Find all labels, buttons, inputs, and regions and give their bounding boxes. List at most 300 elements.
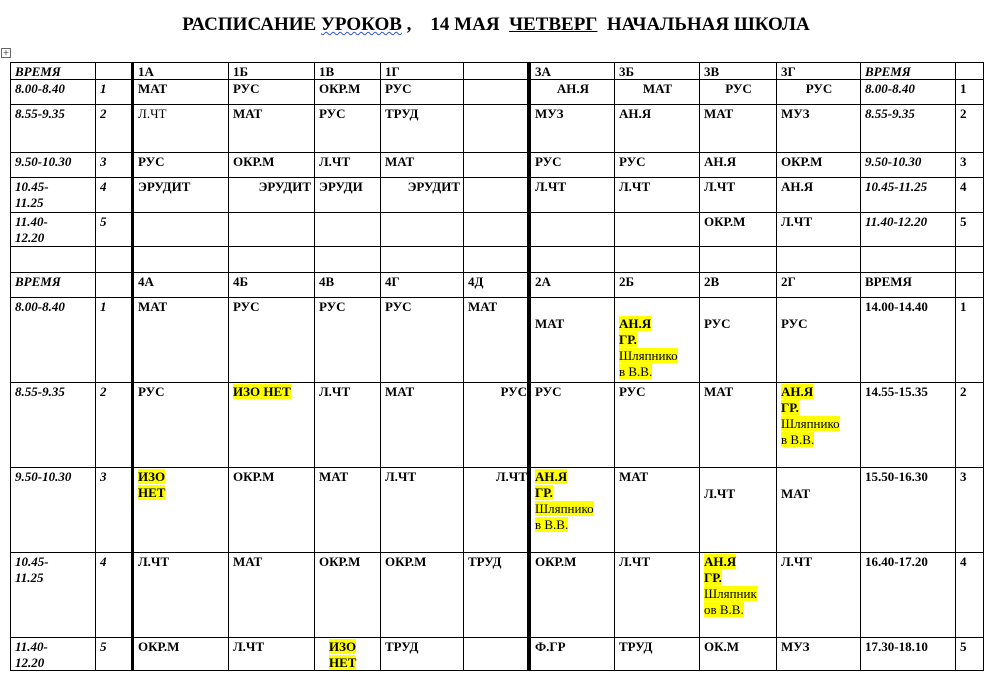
- lesson-cell: [380, 177, 464, 213]
- cell-text: ВРЕМЯ: [15, 274, 61, 289]
- cell-text: 2В: [704, 274, 720, 289]
- cell-text: МАТ: [233, 106, 263, 121]
- move-handle-icon[interactable]: +: [2, 48, 10, 57]
- cell-text: МАТ: [781, 486, 811, 501]
- lesson-number-cell: [955, 297, 984, 383]
- empty-cell: [133, 246, 229, 273]
- header-cell: [463, 272, 531, 298]
- teacher-name: Шляпнико в В.В.: [535, 501, 594, 532]
- lesson-cell: [699, 637, 777, 671]
- lesson-number-cell: [95, 552, 134, 638]
- lesson-cell: [463, 382, 531, 468]
- header-cell: [699, 272, 777, 298]
- lesson-cell: [699, 467, 777, 553]
- cell-text: Л.ЧТ: [319, 154, 351, 169]
- cell-text: МУЗ: [781, 106, 810, 121]
- cell-text: 4Г: [385, 274, 400, 289]
- cell-text: 3Г: [781, 64, 796, 79]
- empty-cell: [463, 246, 531, 273]
- lesson-cell: [463, 467, 531, 553]
- cell-text: Л.ЧТ: [495, 469, 527, 484]
- cell-text: МУЗ: [535, 106, 564, 121]
- lesson-cell: [380, 382, 464, 468]
- time-cell: [10, 637, 96, 671]
- lesson-cell: [380, 104, 464, 153]
- cell-text: ЭРУДИ: [319, 179, 363, 194]
- cell-text: МАТ: [704, 106, 734, 121]
- cell-text: 4Д: [468, 274, 484, 289]
- cell-text: 10.45- 11.25: [15, 179, 49, 210]
- cell-text: 11.40-12.20: [865, 214, 928, 229]
- header-cell: [228, 62, 315, 80]
- cell-text: 9.50-10.30: [865, 154, 922, 169]
- lesson-cell-absent: [133, 467, 229, 553]
- cell-text: ОКР.М: [385, 554, 427, 569]
- cell-text: 14.00-14.40: [865, 299, 928, 314]
- lesson-cell: [530, 152, 615, 178]
- lesson-number-cell: [95, 177, 134, 213]
- time-cell: [10, 552, 96, 638]
- cell-text: ОКР.М: [233, 154, 275, 169]
- cell-text: АН.Я: [619, 106, 652, 121]
- lesson-cell: [463, 152, 531, 178]
- cell-text: 16.40-17.20: [865, 554, 928, 569]
- cell-text: МАТ: [138, 81, 168, 96]
- cell-text: АН.Я: [781, 179, 814, 194]
- teacher-name: Шляпнико в В.В.: [781, 416, 840, 447]
- cell-text: РУС: [619, 154, 646, 169]
- cell-text: АН.Я: [556, 81, 590, 96]
- lesson-number-cell: [95, 467, 134, 553]
- lesson-cell: [699, 79, 777, 105]
- lesson-cell: [530, 297, 615, 383]
- time-cell: [860, 212, 956, 247]
- cell-text: ЭРУДИТ: [258, 179, 311, 194]
- lesson-cell: [380, 79, 464, 105]
- cell-text: ЭРУДИТ: [407, 179, 460, 194]
- group-subject: АН.Я ГР.: [535, 469, 568, 500]
- lesson-cell: [530, 637, 615, 671]
- lesson-cell: [314, 467, 381, 553]
- lesson-cell: [228, 297, 315, 383]
- cell-text: МУЗ: [781, 639, 810, 654]
- lesson-cell: [614, 467, 700, 553]
- lesson-cell: [380, 212, 464, 247]
- lesson-cell: [380, 552, 464, 638]
- header-cell: [530, 62, 615, 80]
- lesson-cell: [380, 297, 464, 383]
- lesson-cell: [133, 382, 229, 468]
- cell-text: 2Г: [781, 274, 796, 289]
- lesson-number-cell: [955, 177, 984, 213]
- lesson-cell: [776, 637, 861, 671]
- cell-text: РУС: [233, 299, 260, 314]
- cell-text: АН.Я: [704, 154, 737, 169]
- cell-text: ОКР.М: [233, 469, 275, 484]
- time-cell: [860, 382, 956, 468]
- lesson-number-cell: [95, 104, 134, 153]
- cell-text: МАТ: [233, 554, 263, 569]
- lesson-cell: [530, 212, 615, 247]
- lesson-cell: [614, 637, 700, 671]
- empty-cell: [530, 246, 615, 273]
- cell-text: Л.ЧТ: [138, 106, 167, 121]
- cell-text: 1: [100, 81, 107, 96]
- cell-text: 10.45- 11.25: [15, 554, 49, 585]
- lesson-cell: [228, 177, 315, 213]
- time-cell: [860, 152, 956, 178]
- lesson-number-cell: [95, 297, 134, 383]
- cell-text: ИЗО НЕТ: [233, 384, 291, 399]
- lesson-cell: [530, 177, 615, 213]
- cell-text: 1В: [319, 64, 335, 79]
- time-cell: [860, 637, 956, 671]
- lesson-cell: [314, 79, 381, 105]
- lesson-cell: [699, 152, 777, 178]
- cell-text: Л.ЧТ: [704, 486, 736, 501]
- cell-text: 4Б: [233, 274, 249, 289]
- lesson-cell: [463, 297, 531, 383]
- lesson-cell: [530, 79, 615, 105]
- header-cell: [10, 62, 96, 80]
- cell-text: ТРУД: [619, 639, 653, 654]
- cell-text: 4: [100, 554, 107, 569]
- lesson-number-cell: [955, 212, 984, 247]
- lesson-cell: [614, 212, 700, 247]
- cell-text: 1Г: [385, 64, 400, 79]
- middle-divider: [527, 62, 530, 671]
- cell-text: 15.50-16.30: [865, 469, 928, 484]
- time-cell: [10, 212, 96, 247]
- cell-text: ИЗО НЕТ: [329, 639, 357, 670]
- cell-text: 8.55-9.35: [865, 106, 915, 121]
- lesson-cell: [776, 79, 861, 105]
- cell-text: ОК.М: [704, 639, 740, 654]
- header-cell: [95, 272, 134, 298]
- lesson-number-cell: [95, 382, 134, 468]
- cell-text: ИЗО НЕТ: [138, 469, 166, 500]
- lesson-number-cell: [955, 152, 984, 178]
- cell-text: 1Б: [233, 64, 249, 79]
- lesson-cell: [133, 104, 229, 153]
- time-cell: [860, 297, 956, 383]
- lesson-cell: [314, 552, 381, 638]
- cell-text: МАТ: [535, 316, 565, 331]
- cell-text: 3: [100, 469, 107, 484]
- lesson-number-cell: [95, 637, 134, 671]
- cell-text: 4: [960, 179, 967, 194]
- cell-text: РУС: [725, 81, 752, 96]
- cell-text: ВРЕМЯ: [865, 64, 911, 79]
- cell-text: РУС: [805, 81, 833, 96]
- lesson-cell: [614, 79, 700, 105]
- lesson-number-cell: [955, 79, 984, 105]
- lesson-cell: [314, 212, 381, 247]
- cell-text: 2Б: [619, 274, 635, 289]
- lesson-cell: [314, 104, 381, 153]
- cell-text: Л.ЧТ: [704, 179, 736, 194]
- cell-text: 8.55-9.35: [15, 106, 65, 121]
- lesson-cell: [614, 177, 700, 213]
- cell-text: МАТ: [319, 469, 349, 484]
- cell-text: 17.30-18.10: [865, 639, 928, 654]
- lesson-cell: [776, 467, 861, 553]
- cell-text: Л.ЧТ: [619, 554, 651, 569]
- page-title: РАСПИСАНИЕ УРОКОВ , 14 МАЯ ЧЕТВЕРГ НАЧАЛЬНАЯ ШКОЛА: [182, 14, 810, 35]
- lesson-cell: [463, 212, 531, 247]
- cell-text: ОКР.М: [319, 554, 361, 569]
- cell-text: 3А: [535, 64, 551, 79]
- header-cell: [776, 272, 861, 298]
- lesson-cell: [614, 104, 700, 153]
- cell-text: Л.ЧТ: [781, 214, 813, 229]
- cell-text: ОКР.М: [704, 214, 746, 229]
- empty-cell: [380, 246, 464, 273]
- lesson-cell: [133, 152, 229, 178]
- lesson-cell: [463, 637, 531, 671]
- time-cell: [10, 152, 96, 178]
- lesson-cell: [314, 382, 381, 468]
- header-cell: [380, 62, 464, 80]
- cell-text: 10.45-11.25: [865, 179, 928, 194]
- lesson-cell: [133, 552, 229, 638]
- lesson-cell: [228, 637, 315, 671]
- header-cell: [955, 62, 984, 80]
- cell-text: 3В: [704, 64, 720, 79]
- cell-text: РУС: [781, 316, 808, 331]
- cell-text: 8.00-8.40: [15, 299, 65, 314]
- time-cell: [10, 104, 96, 153]
- cell-text: Л.ЧТ: [138, 554, 170, 569]
- cell-text: 11.40- 12.20: [15, 639, 48, 670]
- cell-text: МАТ: [642, 81, 673, 96]
- time-cell: [10, 79, 96, 105]
- cell-text: РУС: [138, 384, 165, 399]
- cell-text: 4В: [319, 274, 335, 289]
- cell-text: 3: [960, 154, 967, 169]
- lesson-cell: [699, 382, 777, 468]
- cell-text: 1: [100, 299, 107, 314]
- header-cell: [955, 272, 984, 298]
- cell-text: ВРЕМЯ: [865, 274, 912, 289]
- cell-text: РУС: [138, 154, 165, 169]
- time-cell: [860, 552, 956, 638]
- lesson-cell: [228, 152, 315, 178]
- header-cell: [380, 272, 464, 298]
- teacher-name: Шляпник ов В.В.: [704, 586, 757, 617]
- lesson-cell: [380, 467, 464, 553]
- cell-text: 2А: [535, 274, 551, 289]
- lesson-cell: [133, 177, 229, 213]
- header-cell: [860, 62, 956, 80]
- time-cell: [10, 297, 96, 383]
- lesson-cell: [776, 152, 861, 178]
- lesson-cell: [228, 552, 315, 638]
- header-cell: [133, 62, 229, 80]
- lesson-cell: [463, 552, 531, 638]
- header-cell: [614, 62, 700, 80]
- cell-text: 5: [960, 214, 967, 229]
- lesson-cell-absent: [228, 382, 315, 468]
- cell-text: РУС: [704, 316, 731, 331]
- lesson-cell: [530, 104, 615, 153]
- time-cell: [860, 79, 956, 105]
- lesson-cell: [228, 79, 315, 105]
- cell-text: РУС: [535, 384, 562, 399]
- lesson-cell: [530, 382, 615, 468]
- cell-text: 2: [960, 384, 967, 399]
- lesson-cell: [133, 297, 229, 383]
- lesson-cell: [133, 637, 229, 671]
- empty-cell: [955, 246, 984, 273]
- header-cell: [314, 272, 381, 298]
- lesson-cell: [228, 104, 315, 153]
- time-cell: [860, 177, 956, 213]
- empty-cell: [314, 246, 381, 273]
- cell-text: 3: [960, 469, 967, 484]
- lesson-cell: [463, 177, 531, 213]
- cell-text: 1А: [138, 64, 154, 79]
- cell-text: Л.ЧТ: [319, 384, 351, 399]
- cell-text: РУС: [319, 299, 346, 314]
- lesson-cell-group: [776, 382, 861, 468]
- header-cell: [776, 62, 861, 80]
- table-border-right: [983, 62, 984, 671]
- cell-text: РУС: [619, 384, 646, 399]
- header-cell: [699, 62, 777, 80]
- cell-text: 2: [960, 106, 967, 121]
- cell-text: МАТ: [468, 299, 498, 314]
- cell-text: 11.40- 12.20: [15, 214, 48, 245]
- header-cell: [133, 272, 229, 298]
- time-cell: [860, 467, 956, 553]
- cell-text: 2: [100, 106, 107, 121]
- cell-text: РУС: [233, 81, 260, 96]
- empty-cell: [95, 246, 134, 273]
- lesson-cell: [699, 297, 777, 383]
- lesson-cell: [699, 177, 777, 213]
- cell-text: 5: [100, 214, 107, 229]
- lesson-number-cell: [955, 104, 984, 153]
- teacher-name: Шляпнико в В.В.: [619, 348, 678, 379]
- time-cell: [860, 104, 956, 153]
- header-cell: [228, 272, 315, 298]
- lesson-cell: [463, 104, 531, 153]
- lesson-cell: [228, 212, 315, 247]
- cell-text: МАТ: [385, 384, 415, 399]
- header-cell: [614, 272, 700, 298]
- cell-text: Л.ЧТ: [781, 554, 813, 569]
- empty-cell: [860, 246, 956, 273]
- empty-cell: [10, 246, 96, 273]
- lesson-cell: [133, 79, 229, 105]
- cell-text: 8.55-9.35: [15, 384, 65, 399]
- lesson-cell: [776, 552, 861, 638]
- lesson-cell: [133, 212, 229, 247]
- header-cell: [860, 272, 956, 298]
- empty-cell: [228, 246, 315, 273]
- lesson-cell-group: [614, 297, 700, 383]
- cell-text: Л.ЧТ: [233, 639, 265, 654]
- cell-text: 5: [960, 639, 967, 654]
- cell-text: Ф.ГР: [535, 639, 566, 654]
- cell-text: 9.50-10.30: [15, 154, 72, 169]
- lesson-cell: [776, 177, 861, 213]
- cell-text: 8.00-8.40: [15, 81, 65, 96]
- cell-text: 1: [960, 299, 967, 314]
- time-cell: [10, 177, 96, 213]
- group-subject: АН.Я ГР.: [781, 384, 814, 415]
- cell-text: ОКР.М: [319, 81, 361, 96]
- cell-text: РУС: [319, 106, 346, 121]
- cell-text: Л.ЧТ: [619, 179, 651, 194]
- cell-text: РУС: [535, 154, 562, 169]
- cell-text: 3Б: [619, 64, 635, 79]
- cell-text: 8.00-8.40: [865, 81, 915, 96]
- lesson-cell: [699, 212, 777, 247]
- lesson-cell-absent: [314, 637, 381, 671]
- empty-cell: [699, 246, 777, 273]
- lesson-number-cell: [95, 79, 134, 105]
- cell-text: 4: [100, 179, 107, 194]
- lesson-cell: [380, 152, 464, 178]
- empty-cell: [776, 246, 861, 273]
- lesson-number-cell: [955, 637, 984, 671]
- left-divider: [131, 62, 134, 671]
- lesson-cell-group: [699, 552, 777, 638]
- cell-text: 5: [100, 639, 107, 654]
- lesson-cell: [314, 152, 381, 178]
- lesson-cell: [614, 552, 700, 638]
- lesson-cell: [228, 467, 315, 553]
- lesson-cell: [776, 297, 861, 383]
- cell-text: 9.50-10.30: [15, 469, 72, 484]
- cell-text: РУС: [500, 384, 527, 399]
- table-border-bottom: [10, 670, 984, 671]
- lesson-cell: [530, 552, 615, 638]
- cell-text: Л.ЧТ: [535, 179, 567, 194]
- lesson-number-cell: [955, 382, 984, 468]
- cell-text: МАТ: [385, 154, 415, 169]
- cell-text: РУС: [385, 81, 412, 96]
- empty-cell: [614, 246, 700, 273]
- lesson-number-cell: [95, 152, 134, 178]
- group-subject: АН.Я ГР.: [619, 316, 652, 347]
- lesson-number-cell: [955, 467, 984, 553]
- header-cell: [463, 62, 531, 80]
- cell-text: МАТ: [138, 299, 168, 314]
- lesson-number-cell: [955, 552, 984, 638]
- cell-text: ЭРУДИТ: [138, 179, 191, 194]
- cell-text: ВРЕМЯ: [15, 64, 61, 79]
- cell-text: ТРУД: [385, 106, 419, 121]
- header-cell: [314, 62, 381, 80]
- lesson-cell: [776, 104, 861, 153]
- cell-text: 3: [100, 154, 107, 169]
- lesson-number-cell: [95, 212, 134, 247]
- lesson-cell: [776, 212, 861, 247]
- cell-text: 4: [960, 554, 967, 569]
- cell-text: 14.55-15.35: [865, 384, 928, 399]
- lesson-cell: [314, 297, 381, 383]
- time-cell: [10, 467, 96, 553]
- cell-text: ТРУД: [385, 639, 419, 654]
- lesson-cell: [380, 637, 464, 671]
- cell-text: МАТ: [619, 469, 649, 484]
- lesson-cell: [463, 79, 531, 105]
- header-cell: [95, 62, 134, 80]
- cell-text: ОКР.М: [535, 554, 577, 569]
